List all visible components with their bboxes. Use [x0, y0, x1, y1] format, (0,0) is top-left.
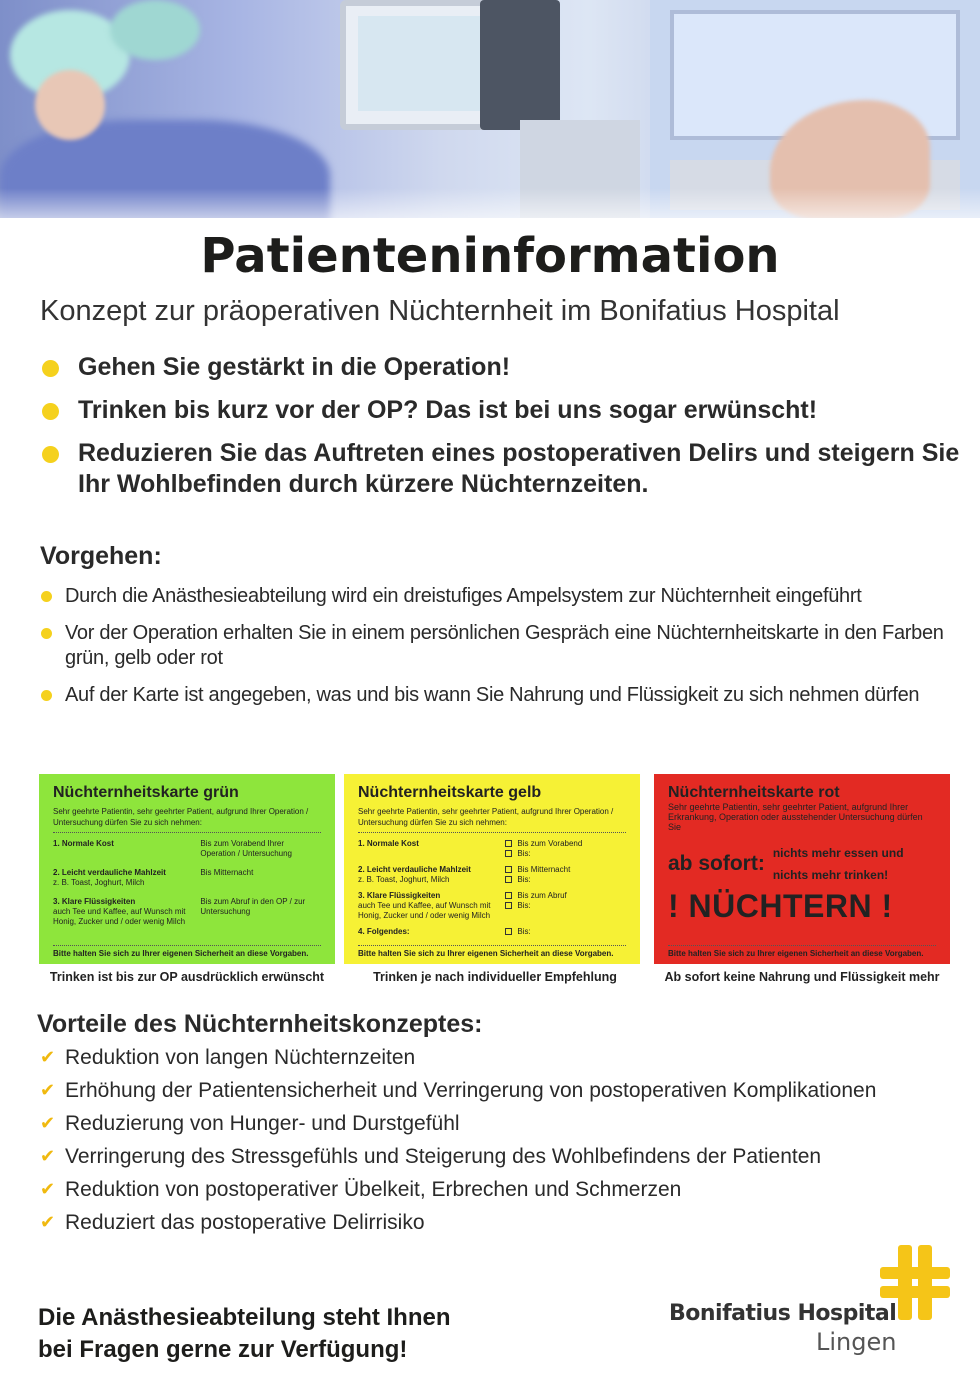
vorgehen-list — [40, 584, 958, 720]
check-icon: ✔ — [40, 1080, 56, 1101]
card-intro: Sehr geehrte Patientin, sehr geehrter Patient, aufgrund Ihrer Erkrankung, Operation oder ausstehender Untersuchung dürfen Sie — [668, 802, 923, 832]
check-icon: ✔ — [40, 1212, 56, 1233]
card-row: 3. Klare Flüssigkeiten auch Tee und Kaffee, auf Wunsch mit Honig, Zucker und / oder wenig Milch Bis zum Abruf Bis: — [358, 891, 567, 920]
vorgehen-heading: Vorgehen: — [40, 542, 162, 570]
vorgehen-item: Durch die Anästhesieabteilung wird ein dreistufiges Ampelsystem zur Nüchternheit eingeführt — [40, 584, 958, 609]
page-subtitle: Konzept zur präoperativen Nüchternheit im Bonifatius Hospital — [40, 295, 840, 327]
card-row: 3. Klare Flüssigkeiten auch Tee und Kaffee, auf Wunsch mit Honig, Zucker und / oder wenig Milch Bis zum Abruf in den OP / zur Untersuchung — [53, 897, 306, 926]
logo-city: Lingen — [816, 1328, 897, 1356]
vorteile-heading: Vorteile des Nüchternheitskonzeptes: — [37, 1010, 483, 1038]
surgeon-cap-2 — [110, 0, 200, 60]
card-caption-green: Trinken ist bis zur OP ausdrücklich erwünscht — [49, 970, 325, 984]
intro-item: Reduzieren Sie das Auftreten eines postoperativen Delirs und steigern Sie Ihr Wohlbefinden durch kürzere Nüchternzeiten. — [40, 438, 960, 500]
closing-text: Die Anästhesieabteilung steht Ihnen bei Fragen gerne zur Verfügung! — [38, 1304, 451, 1363]
card-row: 4. Folgendes: Bis: — [358, 927, 531, 936]
card-title: Nüchternheitskarte rot — [668, 784, 840, 801]
card-caption-red: Ab sofort keine Nahrung und Flüssigkeit mehr — [664, 970, 940, 984]
card-title: Nüchternheitskarte grün — [53, 784, 239, 801]
page-title: Patienteninformation — [200, 228, 780, 284]
checkbox[interactable] — [505, 892, 512, 899]
checkbox[interactable] — [505, 850, 512, 857]
card-caption-yellow: Trinken je nach individueller Empfehlung — [373, 970, 617, 984]
header-photo — [0, 0, 980, 218]
bullet-dot-icon — [41, 690, 52, 701]
vorteile-list — [40, 1044, 940, 1242]
vorgehen-item: Vor der Operation erhalten Sie in einem persönlichen Gespräch eine Nüchternheitskarte in den Farben grün, gelb oder rot — [40, 621, 958, 671]
card-footer: Bitte halten Sie sich zu Ihrer eigenen Sicherheit an diese Vorgaben. — [358, 945, 626, 958]
card-footer: Bitte halten Sie sich zu Ihrer eigenen Sicherheit an diese Vorgaben. — [668, 945, 936, 958]
intro-item: Gehen Sie gestärkt in die Operation! — [40, 352, 960, 383]
bullet-dot-icon — [42, 360, 59, 377]
medical-device — [480, 0, 560, 130]
card-row: 2. Leicht verdauliche Mahlzeit z. B. Toast, Joghurt, Milch Bis Mitternacht Bis: — [358, 865, 571, 884]
card-green — [39, 774, 335, 964]
vorgehen-item: Auf der Karte ist angegeben, was und bis wann Sie Nahrung und Flüssigkeit zu sich nehmen dürfen — [40, 683, 958, 708]
bullet-dot-icon — [41, 628, 52, 639]
card-yellow — [344, 774, 640, 964]
intro-list — [40, 352, 960, 512]
check-icon: ✔ — [40, 1146, 56, 1167]
checkbox[interactable] — [505, 876, 512, 883]
card-red: Nüchternheitskarte rot Sehr geehrte Patientin, sehr geehrter Patient, aufgrund Ihrer Erkrankung, Operation oder ausstehender Untersuchung dürfen Sie ab sofort: nichts mehr essen und nichts mehr trinken! ! NÜCHTERN ! Bitte halten Sie sich zu Ihrer eigenen Sicherheit an diese Vorgaben. — [654, 774, 950, 964]
card-intro: Sehr geehrte Patientin, sehr geehrter Patient, aufgrund Ihrer Operation / Untersuchung dürfen Sie zu sich nehmen: — [358, 806, 626, 833]
vorteile-item: ✔ Verringerung des Stressgefühls und Steigerung des Wohlbefindens der Patienten — [40, 1145, 822, 1168]
check-icon: ✔ — [40, 1179, 56, 1200]
card-footer: Bitte halten Sie sich zu Ihrer eigenen Sicherheit an diese Vorgaben. — [53, 945, 321, 958]
checkbox[interactable] — [505, 928, 512, 935]
checkbox[interactable] — [505, 840, 512, 847]
bullet-dot-icon — [41, 591, 52, 602]
card-intro: Sehr geehrte Patientin, sehr geehrter Patient, aufgrund Ihrer Operation / Untersuchung dürfen Sie zu sich nehmen: — [53, 806, 321, 833]
check-icon: ✔ — [40, 1047, 56, 1068]
card-title: Nüchternheitskarte gelb — [358, 784, 542, 801]
ab-sofort-label: ab sofort: — [668, 852, 765, 875]
nuechtern-label: ! NÜCHTERN ! — [668, 888, 893, 924]
intro-item: Trinken bis kurz vor der OP? Das ist bei uns sogar erwünscht! — [40, 395, 960, 426]
card-row: 1. Normale Kost Bis zum Vorabend Ihrer Operation / Untersuchung — [53, 839, 292, 858]
vorteile-item: ✔ Reduzierung von Hunger- und Durstgefühl — [40, 1112, 460, 1135]
bullet-dot-icon — [42, 446, 59, 463]
check-icon: ✔ — [40, 1113, 56, 1134]
vorteile-item: ✔ Reduktion von postoperativer Übelkeit, Erbrechen und Schmerzen — [40, 1178, 682, 1201]
card-row: 1. Normale Kost Bis zum Vorabend Bis: — [358, 839, 583, 858]
card-row: 2. Leicht verdauliche Mahlzeit z. B. Toast, Joghurt, Milch Bis Mitternacht — [53, 868, 254, 887]
vorteile-item: ✔ Erhöhung der Patientensicherheit und Verringerung von postoperativen Komplikationen — [40, 1079, 877, 1102]
checkbox[interactable] — [505, 866, 512, 873]
logo-name: Bonifatius Hospital — [669, 1301, 897, 1326]
vorteile-item: ✔ Reduziert das postoperative Delirrisiko — [40, 1211, 425, 1234]
surgeon-face — [35, 70, 105, 140]
bullet-dot-icon — [42, 403, 59, 420]
vorteile-item: ✔ Reduktion von langen Nüchternzeiten — [40, 1046, 416, 1069]
checkbox[interactable] — [505, 902, 512, 909]
